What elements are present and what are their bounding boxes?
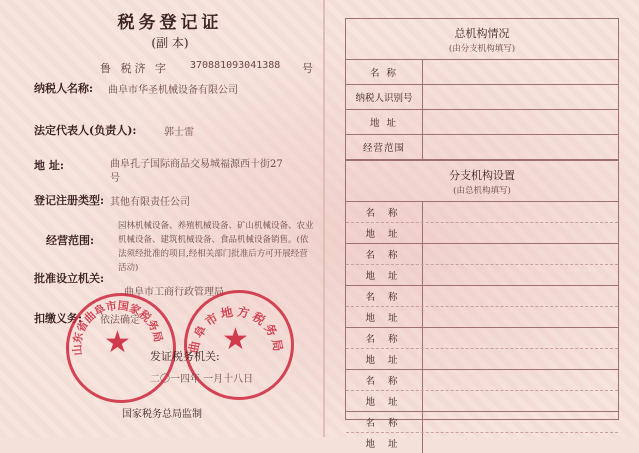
branch-name-value	[423, 370, 618, 390]
branch-header	[346, 161, 618, 201]
branch-address-label: 地 址	[346, 433, 423, 453]
branch-address-value	[423, 349, 618, 369]
branch-address-row	[346, 432, 618, 453]
branch-name-label: 名 称	[346, 328, 423, 348]
head-office-row	[346, 134, 618, 159]
stamp1-text: 山东省曲阜市国家税务局	[70, 299, 165, 356]
stamp2-text: 曲阜市地方税务局	[186, 304, 286, 356]
page-fold	[323, 0, 325, 437]
branch-note: (由总机构填写)	[453, 186, 511, 196]
branch-name-row	[346, 243, 618, 264]
approval-label: 批准设立机关:	[34, 272, 105, 285]
branch-address-label: 地 址	[346, 307, 423, 327]
stamp-star-icon: ★	[104, 325, 131, 360]
branch-address-row	[346, 222, 618, 243]
branch-address-value	[423, 265, 618, 285]
branch-name-value	[423, 202, 618, 222]
head-office-row	[346, 84, 618, 109]
tax-number-prefix: 鲁 税济 字	[100, 62, 169, 75]
branch-name-value	[423, 244, 618, 264]
head-row-label: 名 称	[346, 60, 423, 84]
branch-name-label: 名 称	[346, 412, 423, 432]
branch-title: 分支机构设置	[449, 169, 515, 182]
branch-address-row	[346, 264, 618, 285]
branch-address-value	[423, 433, 618, 453]
issue-date: 二〇一四年 一月十八日	[150, 374, 254, 385]
branch-rows	[346, 201, 618, 453]
stamp-star-icon: ★	[222, 322, 249, 357]
address-line1: 曲阜孔子国际商品交易城福源西十街27	[110, 159, 283, 170]
approval-authority: 曲阜市工商行政管理局	[124, 287, 224, 298]
branch-name-label: 名 称	[346, 286, 423, 306]
tax-number: 370881093041388	[190, 60, 281, 71]
address-line2: 号	[110, 173, 120, 184]
branch-name-value	[423, 412, 618, 432]
branch-address-value	[423, 223, 618, 243]
branch-name-row	[346, 411, 618, 432]
branch-name-value	[423, 286, 618, 306]
head-office-title: 总机构情况	[454, 27, 510, 40]
head-row-value	[423, 110, 618, 134]
head-row-label: 经营范围	[346, 135, 423, 159]
legal-rep-label: 法定代表人(负责人):	[34, 124, 137, 137]
head-row-value	[423, 60, 618, 84]
branch-name-label: 名 称	[346, 244, 423, 264]
branch-address-row	[346, 390, 618, 411]
branch-section	[345, 160, 619, 450]
certificate-subtitle: (副 本)	[151, 36, 189, 50]
branch-address-label: 地 址	[346, 265, 423, 285]
branch-name-value	[423, 328, 618, 348]
tax-number-suffix: 号	[302, 62, 313, 75]
branch-name-row	[346, 369, 618, 390]
branch-name-label: 名 称	[346, 202, 423, 222]
head-row-value	[423, 135, 618, 159]
left-page	[0, 0, 323, 437]
withholding-value: 依法确定	[100, 315, 140, 326]
branch-address-row	[346, 348, 618, 369]
head-row-value	[423, 85, 618, 109]
head-office-section	[345, 18, 619, 160]
branch-address-label: 地 址	[346, 391, 423, 411]
branch-address-label: 地 址	[346, 349, 423, 369]
branch-address-row	[346, 306, 618, 327]
branch-name-row	[346, 285, 618, 306]
head-office-note: (由分支机构填写)	[448, 44, 516, 54]
address-label: 地 址:	[34, 159, 64, 172]
head-office-row	[346, 109, 618, 134]
taxpayer-name-label: 纳税人名称:	[34, 82, 94, 95]
supervisor-text: 国家税务总局监制	[122, 409, 202, 420]
reg-type-label: 登记注册类型:	[34, 194, 105, 207]
scope-text: 园林机械设备、养殖机械设备、矿山机械设备、农业机械设备、建筑机械设备、食品机械设备销售。(依法须经批准的项目,经相关部门批准后方可开展经营活动)	[118, 221, 314, 273]
branch-name-row	[346, 201, 618, 222]
certificate-title: 税务登记证	[117, 13, 223, 33]
reg-type: 其他有限责任公司	[110, 197, 190, 208]
taxpayer-name: 曲阜市华圣机械设备有限公司	[108, 85, 238, 96]
issuer-label: 发证税务机关:	[150, 350, 220, 363]
head-office-row	[346, 59, 618, 84]
legal-rep: 郭士雷	[164, 127, 194, 138]
branch-address-value	[423, 391, 618, 411]
withholding-label: 扣缴义务:	[34, 312, 83, 325]
head-row-label: 纳税人识别号	[346, 85, 423, 109]
scope-label: 经营范围:	[46, 234, 95, 247]
branch-name-label: 名 称	[346, 370, 423, 390]
head-office-header	[346, 19, 618, 59]
branch-address-label: 地 址	[346, 223, 423, 243]
head-row-label: 地 址	[346, 110, 423, 134]
branch-address-value	[423, 307, 618, 327]
branch-name-row	[346, 327, 618, 348]
